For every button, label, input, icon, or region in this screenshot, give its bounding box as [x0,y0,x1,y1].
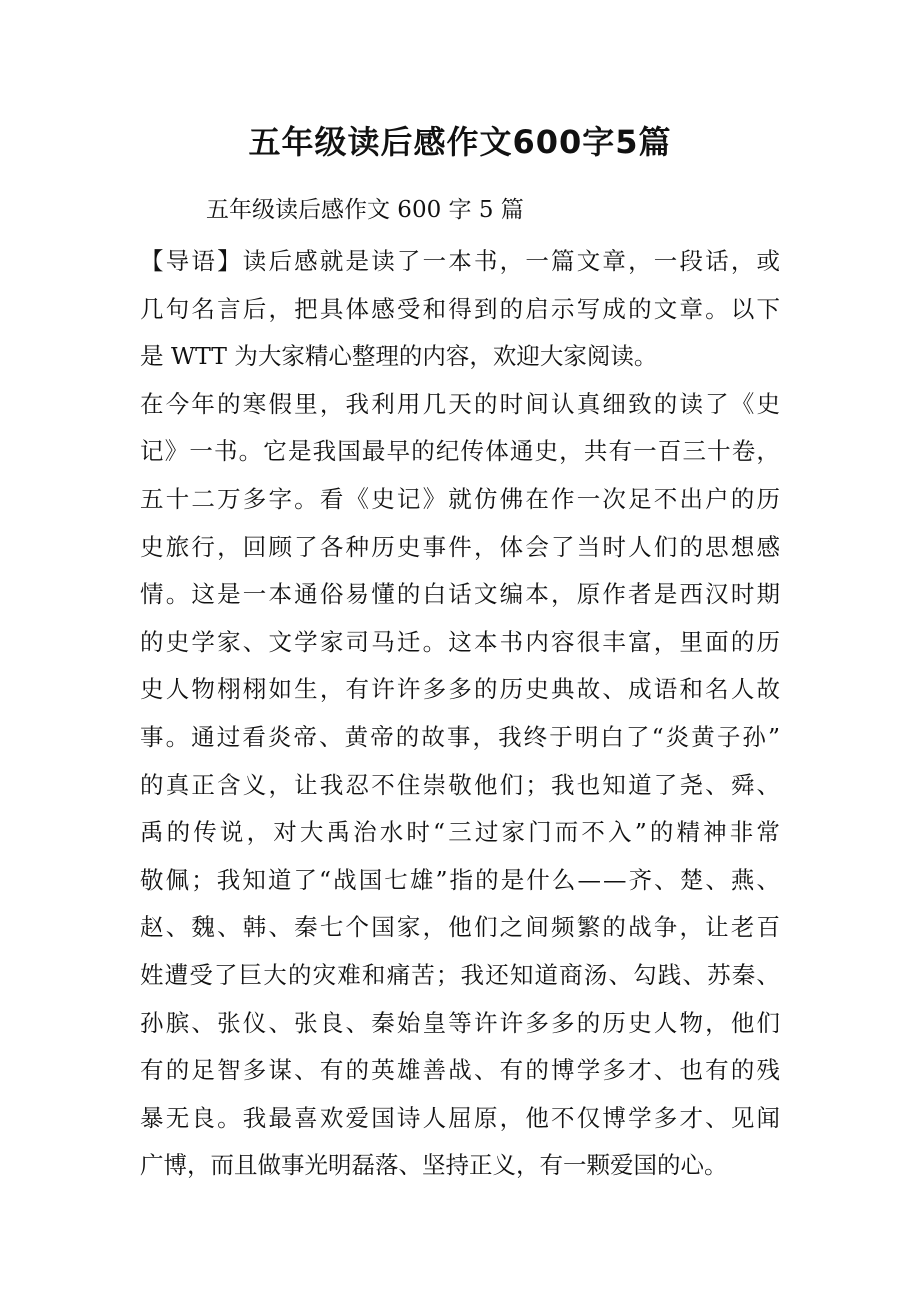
text-line: 敬 佩 ； 我 知 道 了 “ 战 国 七 雄 ” 指 的 是 什 么 — — 齐 、 楚 、 燕 、 [140,865,780,894]
text-line: 姓 遭 受 了 巨 大 的 灾 难 和 痛 苦 ； 我 还 知 道 商 汤 、 勾 践 、 苏 秦 、 [140,960,780,989]
text-line: 【 导 语 】 读 后 感 就 是 读 了 一 本 书 ， 一 篇 文 章 ， 一 段 话 ， 或 [140,247,780,275]
essay-paragraph [140,381,780,1190]
text-line: 有 的 足 智 多 谋 、 有 的 英 雄 善 战 、 有 的 博 学 多 才 、 也 有 的 残 [140,1056,780,1085]
text-line: 孙 膑 、 张 仪 、 张 良 、 秦 始 皇 等 许 许 多 多 的 历 史 人 物 ， 他 们 [140,1008,780,1037]
text-line: 在 今 年 的 寒 假 里 ， 我 利 用 几 天 的 时 间 认 真 细 致 的 读 了 《 史 [140,389,780,418]
text-line: 赵 、 魏 、 韩 、 秦 七 个 国 家 ， 他 们 之 间 频 繁 的 战 争 ， 让 老 百 [140,913,780,942]
text-line: 事 。 通 过 看 炎 帝 、 黄 帝 的 故 事 ， 我 终 于 明 白 了 “ 炎 黄 子 孙 ” [140,722,780,751]
text-line: 是 WTT 为大家精心整理的内容，欢迎大家阅读。 [140,342,658,371]
text-line: 记 》 一 书 。 它 是 我 国 最 早 的 纪 传 体 通 史 ， 共 有 一 百 三 十 卷 ， [140,437,780,466]
document-body [140,238,780,1190]
text-line: 广博，而且做事光明磊落、坚持正义，有一颗爱国的心。 [140,1151,728,1180]
text-line: 史 人 物 栩 栩 如 生 ， 有 许 许 多 多 的 历 史 典 故 、 成 语 和 名 人 故 [140,675,780,704]
text-line: 禹 的 传 说 ， 对 大 禹 治 水 时 “ 三 过 家 门 而 不 入 ” 的 精 神 非 常 [140,818,780,847]
document-subtitle: 五年级读后感作文 600 字 5 篇 [206,197,524,223]
text-line: 情 。 这 是 一 本 通 俗 易 懂 的 白 话 文 编 本 ， 原 作 者 是 西 汉 时 期 [140,580,780,609]
text-line: 的 史 学 家 、 文 学 家 司 马 迁 。 这 本 书 内 容 很 丰 富 ， 里 面 的 历 [140,627,780,656]
document-title: 五年级读后感作文600字5篇 [248,123,672,161]
text-line: 暴 无 良 。 我 最 喜 欢 爱 国 诗 人 屈 原 ， 他 不 仅 博 学 多 才 、 见 闻 [140,1103,780,1132]
text-line: 的 真 正 含 义 ， 让 我 忍 不 住 崇 敬 他 们 ； 我 也 知 道 了 尧 、 舜 、 [140,770,780,799]
text-line: 五 十 二 万 多 字 。 看 《 史 记 》 就 仿 佛 在 作 一 次 足 不 出 户 的 历 [140,484,780,513]
intro-paragraph [140,238,780,381]
text-line: 史 旅 行 ， 回 顾 了 各 种 历 史 事 件 ， 体 会 了 当 时 人 们 的 思 想 感 [140,532,780,561]
text-line: 几 句 名 言 后 ， 把 具 体 感 受 和 得 到 的 启 示 写 成 的 文 章 。 以 下 [140,294,780,323]
